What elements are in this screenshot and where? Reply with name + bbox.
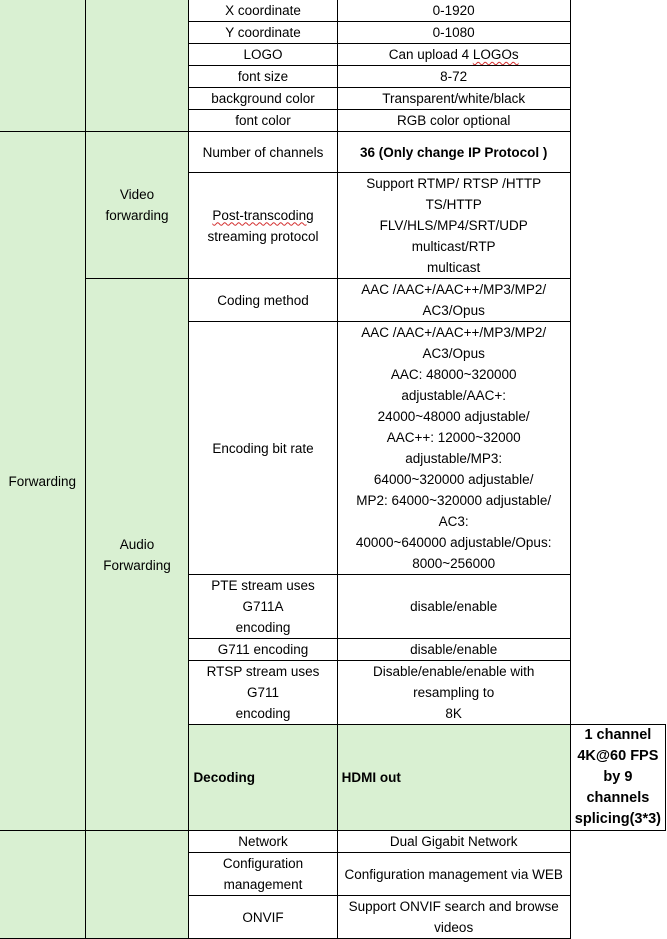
param-onvif: ONVIF — [189, 896, 337, 939]
value-line: AAC: 48000~320000 adjustable/AAC+: — [390, 367, 517, 403]
subcategory-line: Audio — [119, 536, 155, 552]
param-g711-encoding: G711 encoding — [189, 639, 337, 661]
value-logo-text: Can upload 4 — [388, 47, 473, 62]
value-line: 40000~640000 adjustable/Opus: — [355, 535, 552, 550]
value-font-size: 8-72 — [337, 66, 570, 88]
value-encoding-bit-rate — [337, 322, 570, 575]
param-line: streaming protocol — [207, 228, 319, 244]
param-line: encoding — [235, 706, 291, 721]
value-line: 64000~320000 adjustable/ — [373, 472, 534, 487]
param-streaming-protocol — [189, 173, 337, 279]
param-rtsp-g711 — [189, 661, 337, 725]
category-cell-top — [0, 0, 85, 132]
subcategory-video-forwarding — [85, 132, 189, 279]
param-background-color: background color — [189, 88, 337, 110]
param-font-color: font color — [189, 110, 337, 132]
param-pte-g711a — [189, 575, 337, 639]
param-encoding-bit-rate: Encoding bit rate — [189, 322, 337, 575]
param-network: Network — [189, 831, 337, 853]
param-line: encoding — [235, 620, 291, 635]
subcategory-cell-bottom — [85, 831, 189, 939]
value-line: AC3/Opus — [422, 346, 485, 361]
value-line: AAC /AAC+/AAC++/MP3/MP2/ — [361, 325, 547, 340]
value-line: FLV/HLS/MP4/SRT/UDP multicast/RTP — [379, 218, 528, 254]
value-network: Dual Gigabit Network — [337, 831, 570, 853]
param-line: PTE stream uses G711A — [211, 578, 315, 614]
value-decoding: 1 channel 4K@60 FPS by 9 channels splicing(3*3) — [570, 725, 665, 831]
category-forwarding: Forwarding — [0, 132, 85, 831]
table-row — [0, 132, 666, 173]
value-line: Support RTMP/ RTSP /HTTP TS/HTTP — [366, 176, 542, 212]
value-g711-encoding: disable/enable — [337, 639, 570, 661]
value-pte-g711a: disable/enable — [337, 575, 570, 639]
subcategory-hdmi-out: HDMI out — [337, 725, 570, 831]
value-rtsp-g711 — [337, 661, 570, 725]
value-line: 8K — [445, 706, 462, 721]
value-coding-method: AAC /AAC+/AAC++/MP3/MP2/ AC3/Opus — [337, 279, 570, 322]
value-line: Support ONVIF search and browse — [348, 899, 559, 914]
value-number-of-channels: 36 (Only change IP Protocol ) — [337, 132, 570, 173]
value-line: 8000~256000 — [412, 556, 496, 571]
param-line: RTSP stream uses G711 — [206, 664, 320, 700]
value-line: 24000~48000 adjustable/ — [377, 409, 530, 424]
value-line: MP2: 64000~320000 adjustable/ AC3: — [356, 493, 552, 529]
value-configuration-management: Configuration management via WEB — [337, 853, 570, 896]
param-coding-method: Coding method — [189, 279, 337, 322]
value-logo-flagged-word: LOGOs — [472, 47, 519, 62]
table-row — [0, 0, 666, 22]
subcategory-line: forwarding — [105, 208, 169, 223]
value-line: AAC++: 12000~32000 adjustable/MP3: — [386, 430, 521, 466]
table-row — [0, 279, 666, 322]
param-number-of-channels: Number of channels — [189, 132, 337, 173]
subcategory-line: Forwarding — [103, 557, 171, 573]
subcategory-audio-forwarding — [85, 279, 189, 831]
param-line: Post-transcoding — [212, 207, 314, 223]
param-x-coordinate: X coordinate — [189, 0, 337, 22]
value-font-color: RGB color optional — [337, 110, 570, 132]
value-onvif — [337, 896, 570, 939]
value-x-coordinate: 0-1920 — [337, 0, 570, 22]
value-background-color: Transparent/white/black — [337, 88, 570, 110]
category-decoding: Decoding — [189, 725, 337, 831]
value-line: Disable/enable/enable with resampling to — [373, 664, 535, 700]
value-line: videos — [434, 920, 474, 935]
category-cell-bottom — [0, 831, 85, 939]
param-font-size: font size — [189, 66, 337, 88]
param-y-coordinate: Y coordinate — [189, 22, 337, 44]
subcategory-cell-top — [85, 0, 189, 132]
param-line: management — [223, 877, 303, 892]
param-configuration-management — [189, 853, 337, 896]
param-logo: LOGO — [189, 44, 337, 66]
value-logo — [337, 44, 570, 66]
value-y-coordinate: 0-1080 — [337, 22, 570, 44]
subcategory-line: Video — [119, 187, 155, 202]
value-streaming-protocol — [337, 173, 570, 279]
param-line: Configuration — [222, 856, 304, 871]
table-row — [0, 831, 666, 853]
value-line: multicast — [427, 260, 481, 275]
